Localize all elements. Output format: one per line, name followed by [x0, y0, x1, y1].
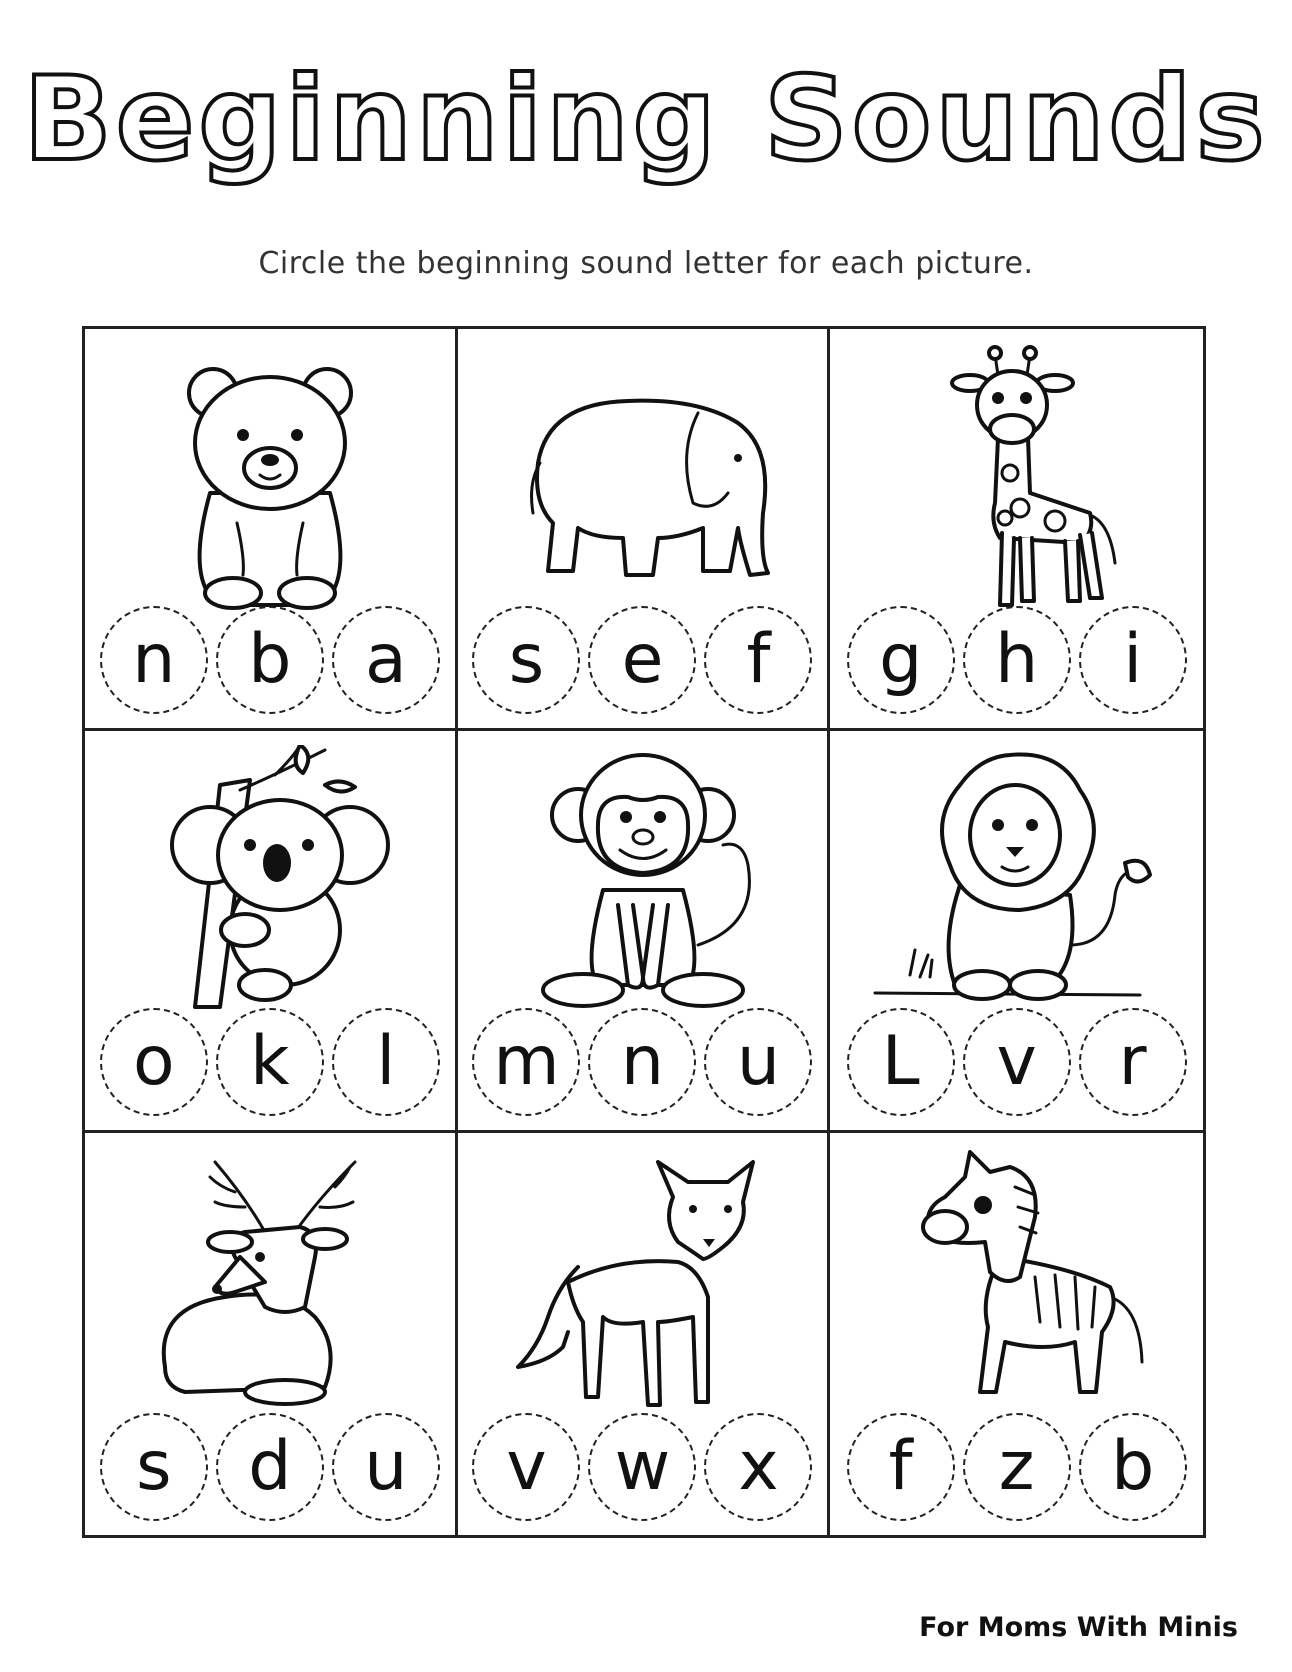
letter-choice[interactable]: x: [704, 1413, 812, 1521]
animal-card: [830, 1133, 1203, 1535]
letter-choice[interactable]: l: [332, 1008, 440, 1116]
letter-choice[interactable]: n: [588, 1008, 696, 1116]
animal-card: [830, 329, 1203, 731]
letter-choice[interactable]: w: [588, 1413, 696, 1521]
giraffe-icon: [870, 343, 1160, 613]
letter-choice[interactable]: d: [216, 1413, 324, 1521]
letter-choice[interactable]: b: [1079, 1413, 1187, 1521]
footer-brand: For Moms With Minis: [919, 1612, 1238, 1643]
letter-choices: [458, 606, 828, 714]
elephant-icon: [498, 343, 788, 613]
letter-choices: [85, 1008, 455, 1116]
letter-choices: [458, 1008, 828, 1116]
letter-choice[interactable]: f: [704, 606, 812, 714]
animal-card: [85, 1133, 458, 1535]
letter-choice[interactable]: u: [332, 1413, 440, 1521]
letter-choice[interactable]: e: [588, 606, 696, 714]
letter-choice[interactable]: s: [100, 1413, 208, 1521]
letter-choice[interactable]: u: [704, 1008, 812, 1116]
animal-card: [458, 329, 831, 731]
letter-choices: [85, 606, 455, 714]
bear-icon: [125, 343, 415, 613]
koala-icon: [125, 745, 415, 1015]
letter-choice[interactable]: a: [332, 606, 440, 714]
letter-choice[interactable]: z: [963, 1413, 1071, 1521]
zebra-icon: [870, 1147, 1160, 1417]
animal-card: [85, 731, 458, 1133]
letter-choices: [830, 1413, 1203, 1521]
animal-card: [458, 1133, 831, 1535]
letter-choice[interactable]: o: [100, 1008, 208, 1116]
deer-icon: [125, 1147, 415, 1417]
letter-choice[interactable]: n: [100, 606, 208, 714]
letter-choice[interactable]: v: [963, 1008, 1071, 1116]
letter-choices: [85, 1413, 455, 1521]
animal-card: [85, 329, 458, 731]
letter-choice[interactable]: r: [1079, 1008, 1187, 1116]
letter-choice[interactable]: g: [847, 606, 955, 714]
letter-choice[interactable]: i: [1079, 606, 1187, 714]
letter-choice[interactable]: f: [847, 1413, 955, 1521]
monkey-icon: [498, 745, 788, 1015]
letter-choice[interactable]: v: [472, 1413, 580, 1521]
instructions: Circle the beginning sound letter for each picture.: [258, 246, 1034, 281]
letter-choice[interactable]: k: [216, 1008, 324, 1116]
page-title: Beginning Sounds: [23, 52, 1269, 187]
letter-choice[interactable]: L: [847, 1008, 955, 1116]
letter-choice[interactable]: h: [963, 606, 1071, 714]
letter-choice[interactable]: m: [472, 1008, 580, 1116]
letter-choice[interactable]: s: [472, 606, 580, 714]
animal-card: [830, 731, 1203, 1133]
letter-choices: [830, 1008, 1203, 1116]
animal-card: [458, 731, 831, 1133]
letter-choices: [458, 1413, 828, 1521]
wolf-icon: [498, 1147, 788, 1417]
lion-icon: [870, 745, 1160, 1015]
worksheet-grid: [82, 326, 1206, 1538]
letter-choices: [830, 606, 1203, 714]
letter-choice[interactable]: b: [216, 606, 324, 714]
